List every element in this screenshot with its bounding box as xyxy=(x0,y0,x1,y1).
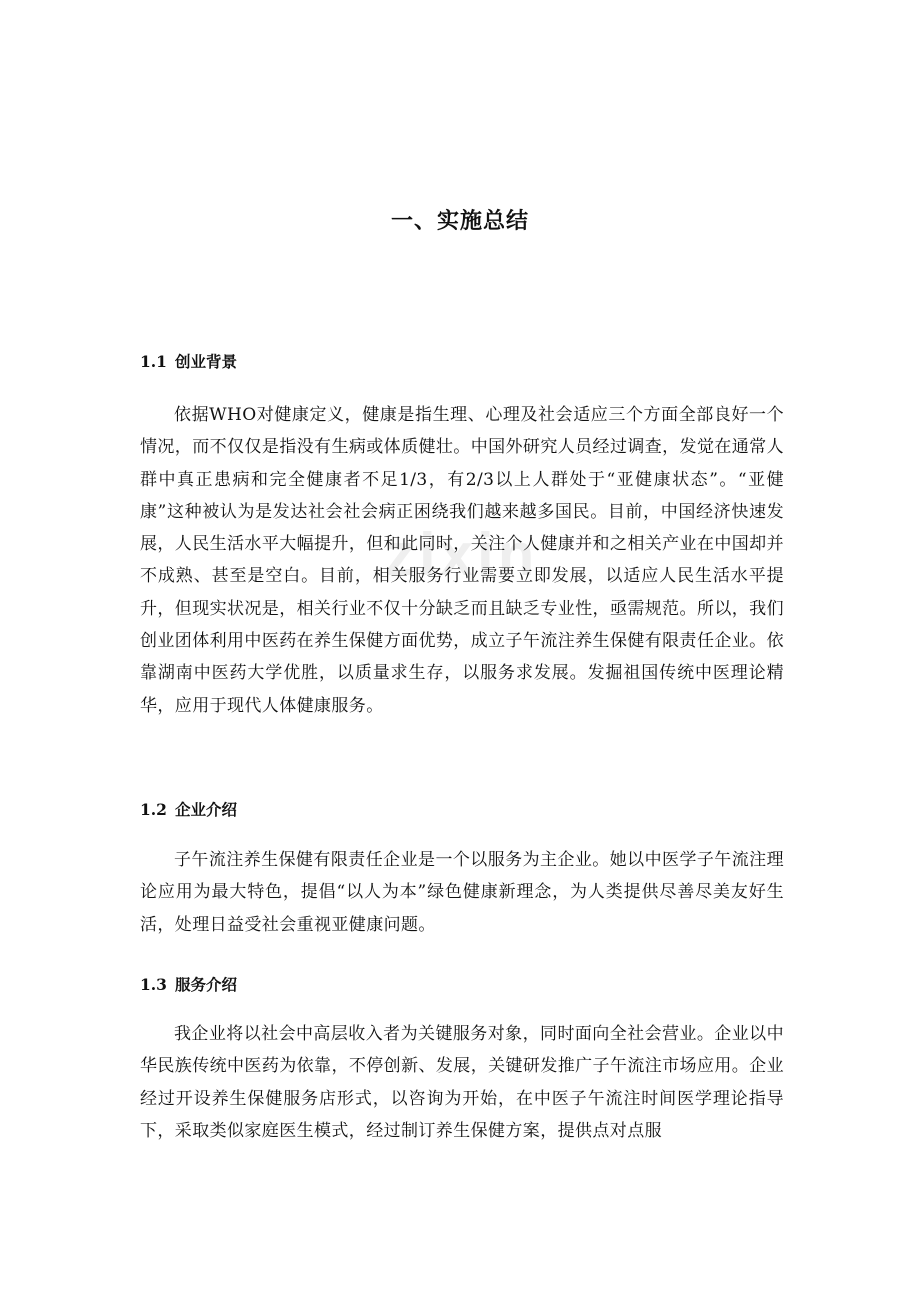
section-heading-1-3 xyxy=(140,973,237,995)
section-heading-1-1 xyxy=(140,350,237,372)
section-title: 创业背景 xyxy=(174,352,237,371)
section-paragraph-1-2: 子午流注养生保健有限责任企业是一个以服务为主企业。她以中医学子午流注理论应用为最大特色，提倡“以人为本”绿色健康新理念，为人类提供尽善尽美友好生活，处理日益受社会重视亚健康问题。 xyxy=(140,850,784,935)
section-number: 1.2 xyxy=(140,800,167,819)
section-title: 服务介绍 xyxy=(174,975,237,994)
section-number: 1.1 xyxy=(140,352,167,371)
section-title: 企业介绍 xyxy=(174,800,237,819)
section-number: 1.3 xyxy=(140,975,167,994)
section-heading-1-2 xyxy=(140,798,237,820)
section-paragraph-1-3: 我企业将以社会中高层收入者为关键服务对象，同时面向全社会营业。企业以中华民族传统中医药为依靠，不停创新、发展，关键研发推广子午流注市场应用。企业经过开设养生保健服务店形式，以咨询为开始，在中医子午流注时间医学理论指导下，采取类似家庭医生模式，经过制订养生保健方案，提供点对点服 xyxy=(140,1024,784,1141)
chapter-title: 一、实施总结 xyxy=(390,208,529,234)
section-paragraph-1-1: 依据WHO对健康定义，健康是指生理、心理及社会适应三个方面全部良好一个情况，而不仅仅是指没有生病或体质健壮。中国外研究人员经过调查，发觉在通常人群中真正患病和完全健康者不足1/3，有2/3以上人群处于“亚健康状态”。“亚健康”这种被认为是发达社会社会病正困绕我们越来越多国民。目前，中国经济快速发展，人民生活水平大幅提升，但和此同时，关注个人健康并和之相关产业在中国却并不成熟、甚至是空白。目前，相关服务行业需要立即发展，以适应人民生活水平提升，但现实状况是，相关行业不仅十分缺乏而且缺乏专业性，亟需规范。所以，我们创业团体利用中医药在养生保健方面优势，成立子午流注养生保健有限责任企业。依靠湖南中医药大学优胜，以质量求生存，以服务求发展。发掘祖国传统中医理论精华，应用于现代人体健康服务。 xyxy=(140,405,784,716)
watermark-logo: zixin xyxy=(385,521,539,588)
